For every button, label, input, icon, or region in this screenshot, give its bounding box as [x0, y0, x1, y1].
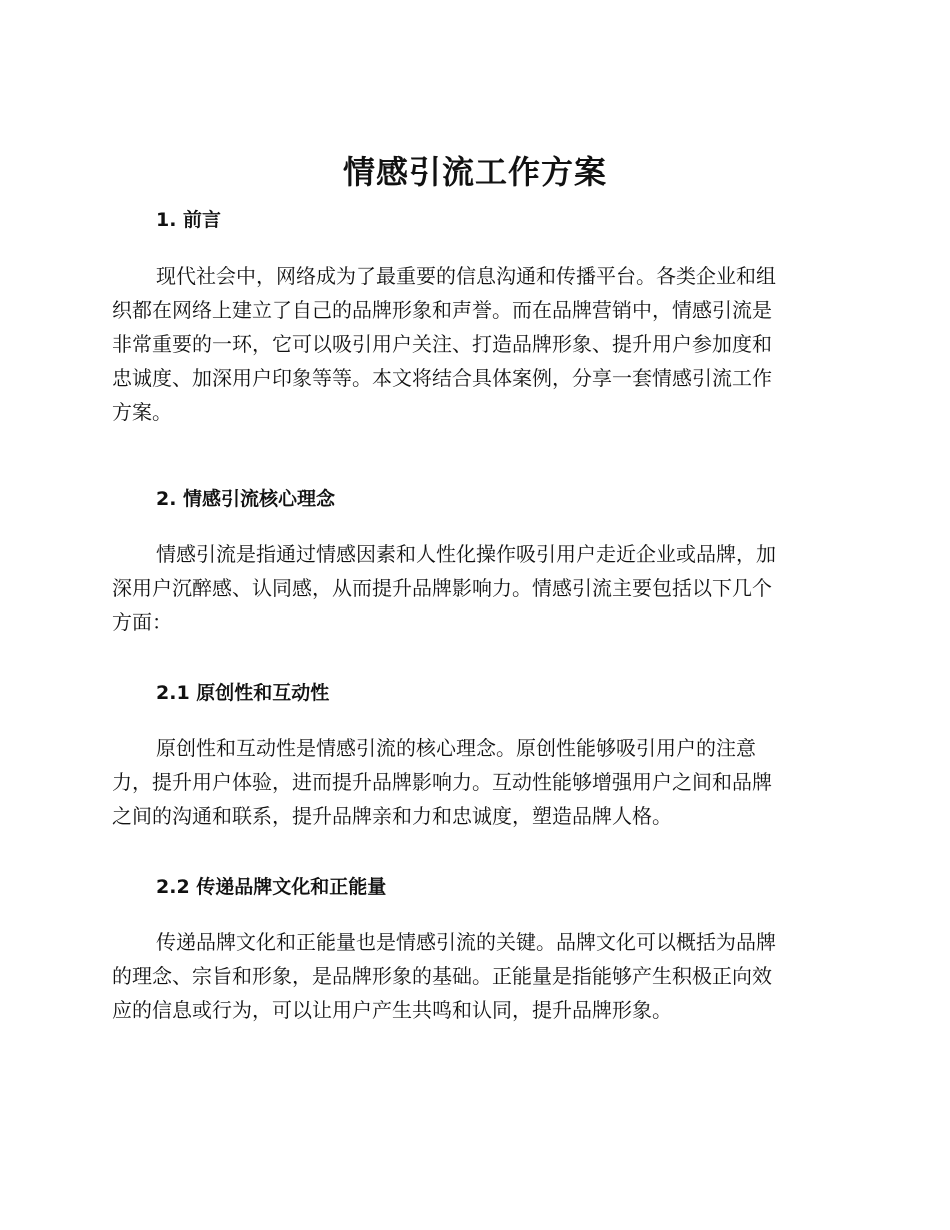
paragraph-line: 原创性和互动性是情感引流的核心理念。原创性能够吸引用户的注意	[156, 736, 756, 760]
paragraph-line: 方案。	[112, 400, 172, 424]
section-heading-brand-culture: 2.2 传递品牌文化和正能量	[156, 876, 387, 898]
paragraph-line: 忠诚度、加深用户印象等等。本文将结合具体案例，分享一套情感引流工作	[112, 366, 772, 390]
document-title: 情感引流工作方案	[342, 153, 607, 191]
paragraph-line: 非常重要的一环，它可以吸引用户关注、打造品牌形象、提升用户参加度和	[112, 332, 772, 356]
paragraph-line: 现代社会中，网络成为了最重要的信息沟通和传播平台。各类企业和组	[156, 264, 776, 288]
paragraph-line: 方面：	[112, 610, 172, 634]
paragraph-line: 应的信息或行为，可以让用户产生共鸣和认同，提升品牌形象。	[112, 998, 672, 1022]
paragraph-originality	[112, 731, 829, 833]
paragraph-line: 织都在网络上建立了自己的品牌形象和声誉。而在品牌营销中，情感引流是	[112, 298, 772, 322]
paragraph-line: 传递品牌文化和正能量也是情感引流的关键。品牌文化可以概括为品牌	[156, 930, 776, 954]
paragraph-preface	[112, 259, 829, 429]
paragraph-line: 力，提升用户体验，进而提升品牌影响力。互动性能够增强用户之间和品牌	[112, 770, 772, 794]
paragraph-line: 之间的沟通和联系，提升品牌亲和力和忠诚度，塑造品牌人格。	[112, 804, 672, 828]
section-heading-core-concept: 2. 情感引流核心理念	[156, 488, 336, 510]
section-heading-preface: 1. 前言	[156, 209, 222, 231]
paragraph-line: 深用户沉醉感、认同感，从而提升品牌影响力。情感引流主要包括以下几个	[112, 576, 772, 600]
paragraph-line: 情感引流是指通过情感因素和人性化操作吸引用户走近企业或品牌，加	[156, 542, 776, 566]
paragraph-brand-culture	[112, 925, 829, 1027]
paragraph-core-concept	[112, 537, 829, 639]
section-heading-originality: 2.1 原创性和互动性	[156, 682, 330, 704]
paragraph-line: 的理念、宗旨和形象，是品牌形象的基础。正能量是指能够产生积极正向效	[112, 964, 772, 988]
